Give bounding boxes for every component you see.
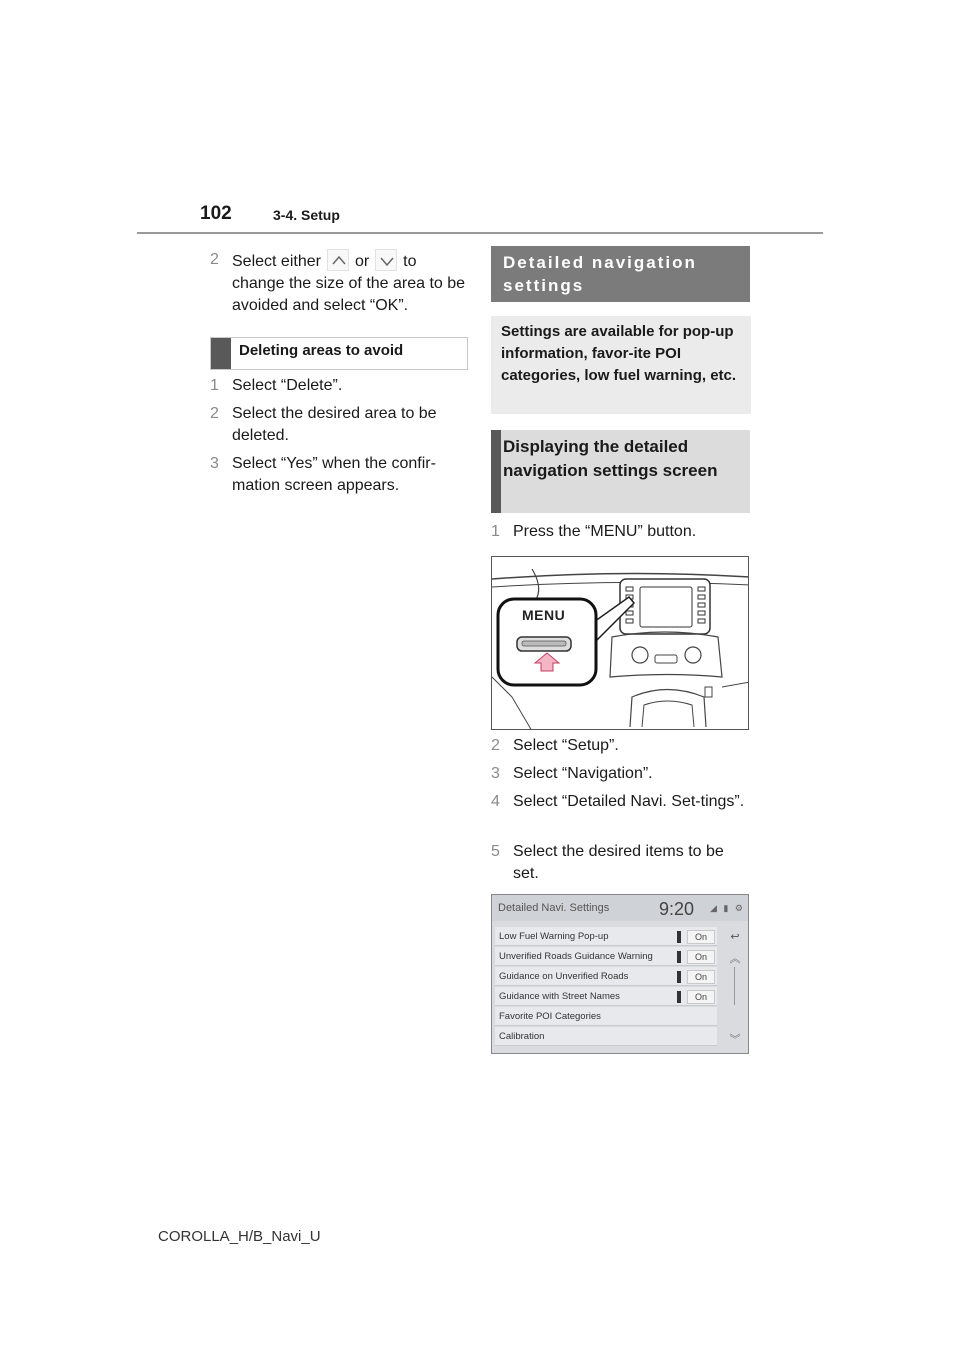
setting-label: Guidance on Unverified Roads xyxy=(499,971,629,982)
setting-toggle[interactable]: On xyxy=(687,970,715,984)
setting-row-low-fuel[interactable] xyxy=(495,927,717,946)
step-delete-2 xyxy=(210,403,472,447)
step-delete-1 xyxy=(210,375,472,397)
menu-button-illustration xyxy=(491,556,749,730)
step-number: 1 xyxy=(210,377,219,394)
step-number: 2 xyxy=(210,405,219,422)
setting-row-calibration[interactable] xyxy=(495,1027,717,1046)
step-select-navigation xyxy=(491,763,753,785)
step-text: Select “Detailed Navi. Set-tings”. xyxy=(513,793,745,810)
subheading-deleting-areas xyxy=(210,337,468,370)
setting-toggle[interactable]: On xyxy=(687,930,715,944)
step-select-items xyxy=(491,841,753,885)
setting-row-unverified-guidance[interactable] xyxy=(495,967,717,986)
back-icon[interactable]: ↩ xyxy=(730,931,740,943)
step-text-post: to change the size of the area to be avoided and select “OK”. xyxy=(232,253,466,314)
step-text: Select “Yes” when the confir-mation screen appears. xyxy=(232,455,436,494)
step-text: Select “Setup”. xyxy=(513,737,619,754)
setting-indicator xyxy=(677,931,681,943)
chevron-down-icon xyxy=(375,249,397,271)
step-delete-3 xyxy=(210,453,472,497)
step-number: 3 xyxy=(491,765,500,782)
step-2-resize xyxy=(210,249,472,317)
section-heading-detailed-navigation: Detailed navigation settings xyxy=(491,246,750,302)
step-text: Press the “MENU” button. xyxy=(513,523,697,540)
intro-box: Settings are available for pop-up information, favor-ite POI categories, low fuel warning, etc. xyxy=(491,316,751,414)
header-rule xyxy=(137,232,823,234)
setting-row-street-names[interactable] xyxy=(495,987,717,1006)
setting-indicator xyxy=(677,971,681,983)
setting-toggle[interactable]: On xyxy=(687,990,715,1004)
subheading-label: Deleting areas to avoid xyxy=(239,342,404,359)
setting-toggle[interactable]: On xyxy=(687,950,715,964)
menu-button-label: MENU xyxy=(522,607,566,623)
setting-indicator xyxy=(677,951,681,963)
step-number: 5 xyxy=(491,843,500,860)
status-icons: ◢ ▮ ⚙ xyxy=(710,903,745,913)
screen-clock: 9:20 xyxy=(659,899,695,919)
step-text: Select the desired items to be set. xyxy=(513,843,724,882)
scrollbar[interactable] xyxy=(734,967,735,1005)
setting-row-unverified-warning[interactable] xyxy=(495,947,717,966)
setting-label: Favorite POI Categories xyxy=(499,1011,601,1022)
step-text: Select “Delete”. xyxy=(232,377,343,394)
scroll-up-icon[interactable]: ︽ xyxy=(729,953,741,965)
subheading-label: Displaying the detailed navigation settings screen xyxy=(503,437,718,480)
section-title: 3-4. Setup xyxy=(273,207,340,223)
chevron-up-icon xyxy=(327,249,349,271)
step-number: 2 xyxy=(491,737,500,754)
step-select-detailed-navi xyxy=(491,791,753,813)
step-press-menu xyxy=(491,521,753,543)
setting-label: Unverified Roads Guidance Warning xyxy=(499,951,653,962)
step-number: 2 xyxy=(210,251,219,268)
step-text-pre: Select either xyxy=(232,253,321,270)
step-select-setup xyxy=(491,735,753,757)
subheading-bar xyxy=(211,338,231,369)
screen-header xyxy=(492,895,749,921)
step-text: Select the desired area to be deleted. xyxy=(232,405,437,444)
subheading-displaying-screen xyxy=(491,430,750,513)
document-footer: COROLLA_H/B_Navi_U xyxy=(158,1228,321,1245)
setting-indicator xyxy=(677,991,681,1003)
step-text-mid: or xyxy=(354,253,370,270)
dashboard-drawing xyxy=(492,557,749,730)
step-text: Select “Navigation”. xyxy=(513,765,653,782)
scroll-down-icon[interactable]: ︾ xyxy=(729,1034,741,1046)
step-number: 4 xyxy=(491,793,500,810)
step-number: 3 xyxy=(210,455,219,472)
setting-label: Calibration xyxy=(499,1031,545,1042)
setting-row-favorite-poi[interactable] xyxy=(495,1007,717,1026)
detailed-navi-settings-screen xyxy=(491,894,749,1054)
step-number: 1 xyxy=(491,523,500,540)
screen-title: Detailed Navi. Settings xyxy=(498,902,610,914)
setting-label: Guidance with Street Names xyxy=(499,991,620,1002)
page-number: 102 xyxy=(200,203,232,224)
subheading-bar xyxy=(491,430,501,513)
setting-label: Low Fuel Warning Pop-up xyxy=(499,931,609,942)
